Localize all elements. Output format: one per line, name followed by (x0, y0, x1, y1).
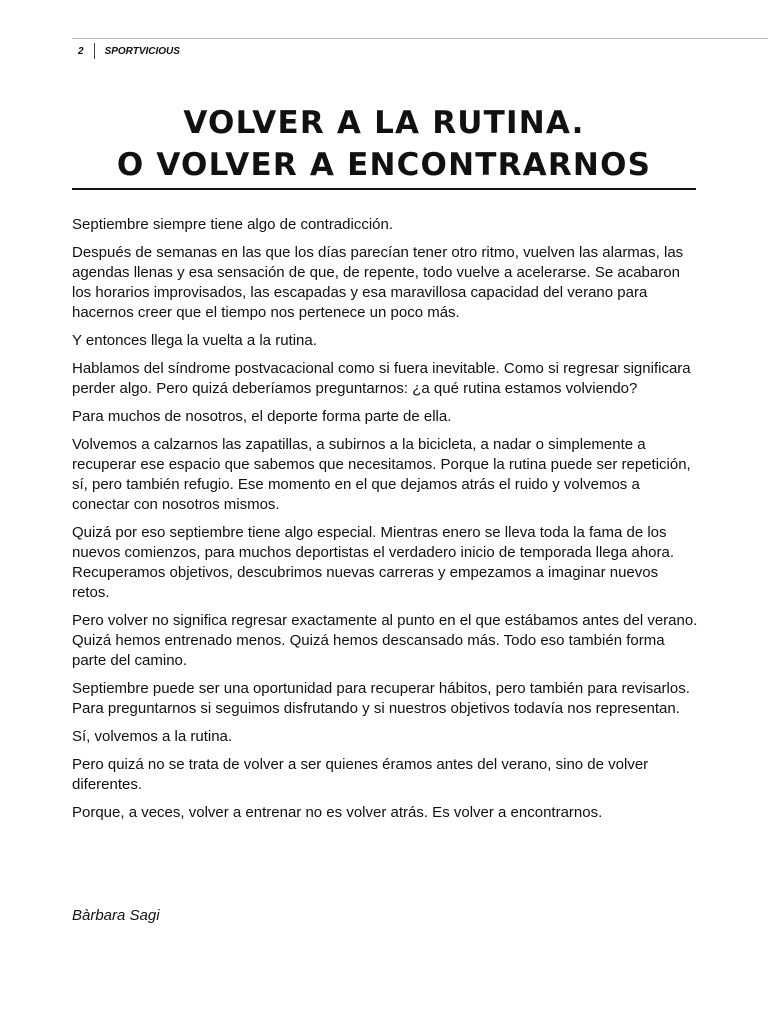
page-number: 2 (78, 45, 84, 57)
paragraph: Volvemos a calzarnos las zapatillas, a subirnos a la bicicleta, a nadar o simplemente a recuperar ese espacio que sabemos que necesitamos. Porque la rutina puede ser repetición, sí, pero también refugio. Ese momento en el que dejamos atrás el ruido y volvemos a conectar con nosotros mismos. (72, 436, 691, 513)
article-body (72, 215, 698, 831)
paragraph: Hablamos del síndrome postvacacional como si fuera inevitable. Como si regresar significara perder algo. Pero quizá deberíamos preguntarnos: ¿a qué rutina estamos volviendo? (72, 360, 691, 397)
paragraph: Y entonces llega la vuelta a la rutina. (72, 332, 317, 349)
running-head-divider (94, 43, 95, 59)
header-rule (72, 38, 768, 39)
article-headline (72, 102, 696, 186)
headline-line-2: O VOLVER A ENCONTRARNOS (116, 147, 652, 183)
paragraph: Después de semanas en las que los días parecían tener otro ritmo, vuelven las alarmas, las agendas llenas y esa sensación de que, de repente, todo vuelve a acelerarse. Se acabaron los horarios improvisados, las escapadas y esa maravillosa capacidad del verano para hacernos creer que el tiempo nos pertenece un poco más. (72, 244, 684, 321)
headline-rule (72, 188, 696, 190)
paragraph: Pero quizá no se trata de volver a ser quienes éramos antes del verano, sino de volver diferentes. (72, 756, 649, 793)
paragraph: Sí, volvemos a la rutina. (72, 728, 233, 745)
paragraph: Pero volver no significa regresar exactamente al punto en el que estábamos antes del verano. Quizá hemos entrenado menos. Quizá hemos descansado más. Todo eso también forma parte del camino. (72, 612, 698, 669)
headline-line-1: VOLVER A LA RUTINA. (183, 105, 585, 141)
running-head (72, 43, 180, 59)
paragraph: Septiembre siempre tiene algo de contradicción. (72, 216, 394, 233)
section-name: SPORTVICIOUS (104, 45, 180, 57)
paragraph: Septiembre puede ser una oportunidad para recuperar hábitos, pero también para revisarlos. Para preguntarnos si seguimos disfrutando y si nuestros objetivos todavía nos representan. (72, 680, 690, 717)
paragraph: Para muchos de nosotros, el deporte forma parte de ella. (72, 408, 452, 425)
paragraph: Porque, a veces, volver a entrenar no es volver atrás. Es volver a encontrarnos. (72, 804, 603, 821)
paragraph: Quizá por eso septiembre tiene algo especial. Mientras enero se lleva toda la fama de los nuevos comienzos, para muchos deportistas el verdadero inicio de temporada llega ahora. Recuperamos objetivos, descubrimos nuevas carreras y empezamos a imaginar nuevos retos. (72, 524, 675, 601)
author-signature: Bàrbara Sagi (72, 907, 160, 924)
